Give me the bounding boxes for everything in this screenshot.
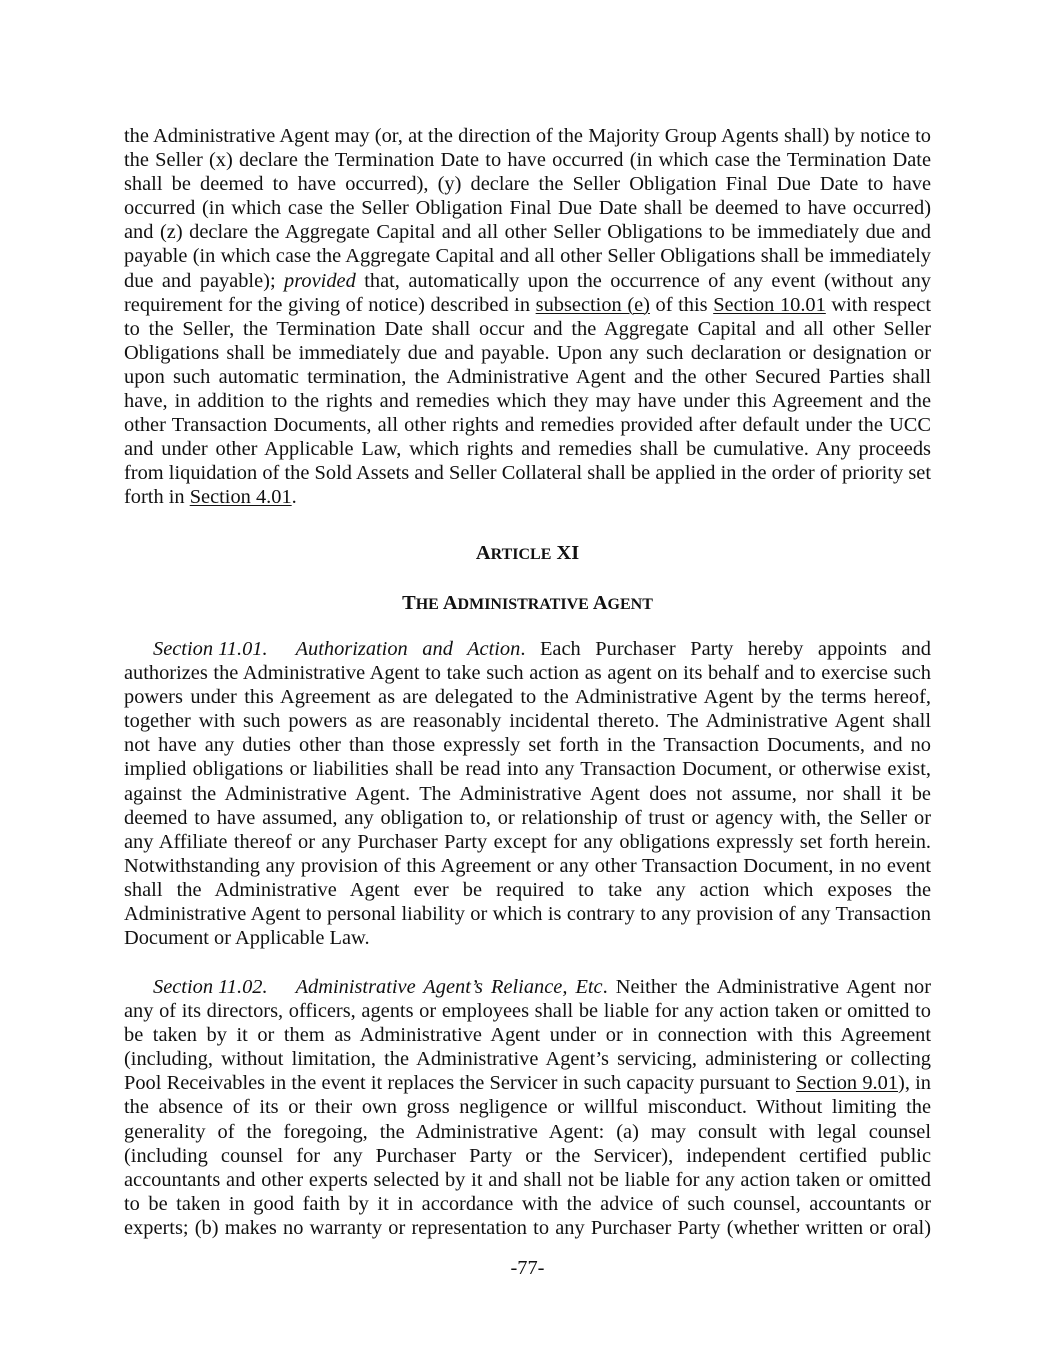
text-line: shall the Administrative Agent ever be required to take any action which exposes the [124,878,931,901]
text-line: accountants and other experts selected by it and shall not be liable for any action taken or omitted [124,1168,931,1191]
small-caps-run: GENT [607,596,653,613]
section-11-02-paragraph [124,975,931,1240]
text-line: generality of the foregoing, the Administrative Agent: (a) may consult with legal counsel [124,1120,931,1143]
text-line: and (z) declare the Aggregate Capital and all other Seller Obligations to be immediately due and [124,221,931,244]
text-line: powers under this Agreement as are delegated to the Administrative Agent by the terms hereof, [124,686,931,709]
text-run: with respect [825,293,932,316]
text-line [124,975,931,999]
text-run: requirement for the giving of notice) described in [124,293,536,316]
text-line: the Seller (x) declare the Termination Date to have occurred (in which case the Termination Date [124,149,931,172]
section-number: Section 11.01. [153,638,268,660]
text-run: of this [649,293,714,316]
text-line: (including, without limitation, the Administrative Agent’s servicing, administering or collecting [124,1048,931,1071]
text-line: experts; (b) makes no warranty or representation to any Purchaser Party (whether written or oral) [124,1216,931,1239]
text-run: that, automatically upon the occurrence of any event (without any [355,269,931,292]
cross-reference-section-10-01: Section 10.01 [713,293,826,316]
section-11-01-paragraph [124,637,931,950]
text-line [124,485,931,509]
text-line: implied obligations or liabilities shall be read into any Transaction Document, or otherwise exist, [124,758,931,781]
text-run: . Each Purchaser Party hereby appoints and [520,638,931,660]
cross-reference-section-4-01: Section 4.01 [189,486,292,509]
text-line: not have any duties other than those expressly set forth in the Transaction Documents, and no [124,734,931,757]
text-line: payable (in which case the Aggregate Capital and all other Seller Obligations shall be immediately [124,245,931,268]
text-line: against the Administrative Agent. The Administrative Agent does not assume, nor shall it be [124,782,931,805]
text-line [124,637,931,661]
text-line: deemed to have assumed, any obligation to, or relationship of trust or agency with, the Seller or [124,806,931,829]
text-run: Pool Receivables in the event it replaces the Servicer in such capacity pursuant to [124,1072,796,1095]
text-line: other Transaction Documents, all other rights and remedies provided after default under the UCC [124,414,931,437]
text-line: any of its directors, officers, agents or employees shall be liable for any action taken or omitted to [124,1000,931,1023]
text-line: Notwithstanding any provision of this Agreement or any other Transaction Document, in no event [124,854,931,877]
text-line: any Affiliate thereof or any Purchaser Party except for any obligations expressly set forth herein. [124,830,931,853]
text-line: (including counsel for any Purchaser Party or the Servicer), independent certified public [124,1144,931,1167]
text-line: to be taken in good faith by it in accordance with the advice of such counsel, accountants or [124,1192,931,1215]
text-line [124,269,931,293]
text-run: due and payable); [124,269,285,292]
section-caption: Administrative Agent’s Reliance, Etc [295,976,603,998]
small-caps-run: RTICLE [490,546,552,563]
text-run: ), in [898,1072,931,1095]
section-caption: Authorization and Action [295,638,521,660]
text-line: and under other Applicable Law, which rights and remedies shall be cumulative. Any proceeds [124,438,931,461]
article-heading: ARTICLE XI [475,542,580,564]
section-number: Section 11.02. [153,976,268,998]
text-line: shall be deemed to have occurred), (y) declare the Seller Obligation Final Due Date to have [124,173,931,196]
text-line [124,1071,931,1095]
text-line: together with such powers as are reasonably incidental thereto. The Administrative Agent shall [124,710,931,733]
text-line: Document or Applicable Law. [124,927,370,950]
text-line: authorizes the Administrative Agent to take such action as agent on its behalf and to exercise such [124,662,931,685]
cross-reference-section-9-01: Section 9.01 [795,1072,899,1095]
page-number: -77- [510,1257,545,1279]
text-line: from liquidation of the Sold Assets and Seller Collateral shall be applied in the order of priority set [124,462,931,485]
text-line: to the Seller, the Termination Date shall occur and the Aggregate Capital and all other Seller [124,317,931,340]
small-caps-run: HE [415,596,439,613]
cross-reference-subsection-e: subsection (e) [535,293,650,316]
article-title: THE ADMINISTRATIVE AGENT [402,592,653,614]
small-caps-run: DMINISTRATIVE [457,596,589,613]
text-run: . [291,486,297,509]
text-line: be taken by it or them as Administrative Agent under or in connection with this Agreement [124,1024,931,1047]
text-line: the absence of its or their own gross negligence or willful misconduct. Without limiting the [124,1096,931,1119]
text-line: occurred (in which case the Seller Obligation Final Due Date shall be deemed to have occurred) [124,197,931,220]
text-line: have, in addition to the rights and remedies which they may have under this Agreement and the [124,390,931,413]
remedies-paragraph [124,124,931,510]
text-run: . Neither the Administrative Agent nor [602,976,931,998]
text-line: the Administrative Agent may (or, at the direction of the Majority Group Agents shall) by notice to [124,125,931,147]
emphasis-provided: provided [284,269,356,292]
text-run: forth in [124,486,190,509]
text-line: Obligations shall be immediately due and payable. Upon any such declaration or designation or [124,341,931,364]
text-line: Administrative Agent to personal liability or which is contrary to any provision of any Transaction [124,903,931,926]
text-line [124,293,931,317]
text-line: upon such automatic termination, the Administrative Agent and the other Secured Parties shall [124,365,931,388]
